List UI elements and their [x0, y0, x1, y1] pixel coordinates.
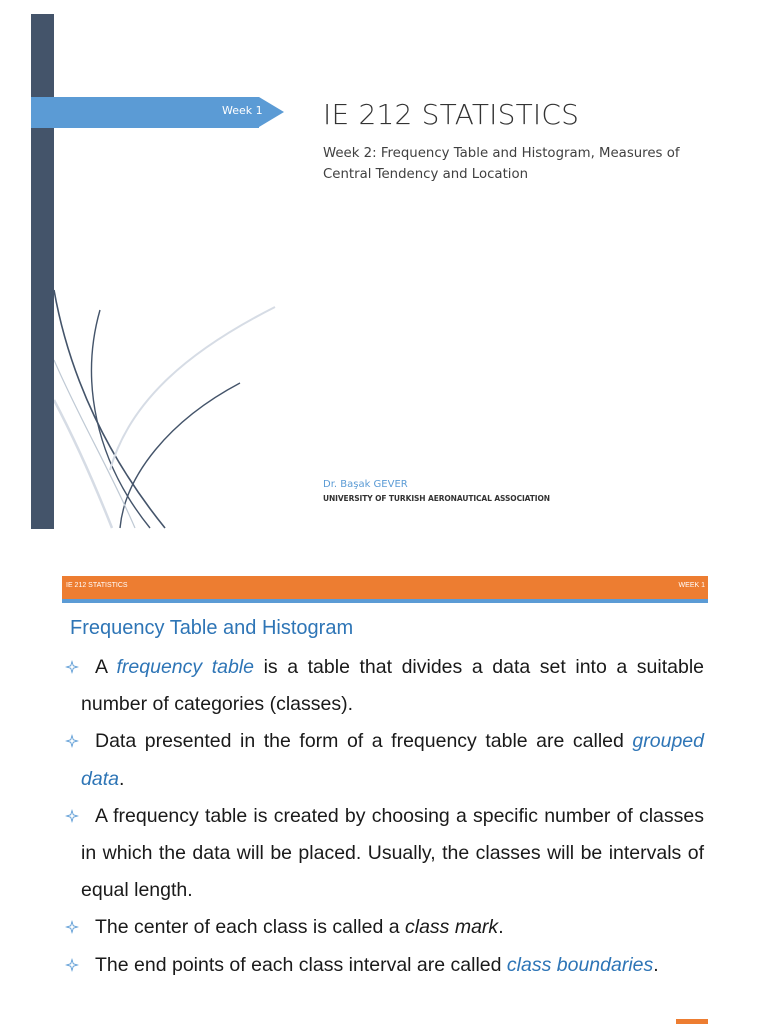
bullet-item — [64, 947, 704, 984]
section-heading: Frequency Table and Histogram — [70, 617, 354, 639]
bullet-text: . — [653, 953, 659, 976]
term-class-boundaries: class boundaries — [506, 953, 654, 976]
bullet-item — [64, 649, 704, 723]
star-diamond-bullet-icon — [64, 808, 80, 824]
bullet-text: A frequency table is created by choosing a specific number of classes in which the data will be placed. Usually, the classes will be intervals of equal length. — [81, 804, 704, 902]
author-name: Dr. Başak GEVER — [323, 479, 408, 490]
bullet-list — [64, 649, 704, 984]
page-header-band — [62, 576, 708, 599]
star-diamond-bullet-icon — [64, 733, 80, 749]
bullet-text: Data presented in the form of a frequency table are called — [95, 730, 633, 753]
bullet-text: A — [95, 656, 117, 678]
affiliation: UNIVERSITY OF TURKISH AERONAUTICAL ASSOCIATION — [323, 494, 550, 503]
star-diamond-bullet-icon — [64, 957, 80, 973]
bullet-item — [64, 723, 704, 797]
week-tab-label: Week 1 — [222, 104, 263, 117]
bullet-item — [64, 798, 704, 910]
cover-side-bar — [31, 14, 54, 529]
term-grouped-data: grouped data — [81, 730, 704, 790]
bullet-item — [64, 909, 704, 946]
page-header-left: IE 212 STATISTICS — [66, 582, 128, 589]
page-header-right: WEEK 1 — [678, 582, 705, 589]
week-tab-arrow — [259, 97, 284, 127]
bullet-text: is a table that divides a data set into a suitable number of categories (classes). — [81, 656, 704, 716]
term-class-mark: class mark — [405, 916, 499, 939]
star-diamond-bullet-icon — [64, 919, 80, 935]
page-bottom-mark — [676, 1019, 708, 1024]
star-diamond-bullet-icon — [64, 659, 80, 675]
bullet-text: . — [498, 916, 504, 939]
term-frequency-table: frequency table — [116, 656, 254, 678]
page-header-underline — [62, 599, 708, 603]
bullet-text: . — [118, 767, 125, 790]
bullet-text: The center of each class is called a — [95, 916, 405, 939]
document-subtitle: Week 2: Frequency Table and Histogram, Measures of Central Tendency and Location — [323, 146, 680, 182]
document-title: IE 212 STATISTICS — [323, 98, 580, 131]
bullet-text: The end points of each class interval are called — [95, 953, 507, 976]
